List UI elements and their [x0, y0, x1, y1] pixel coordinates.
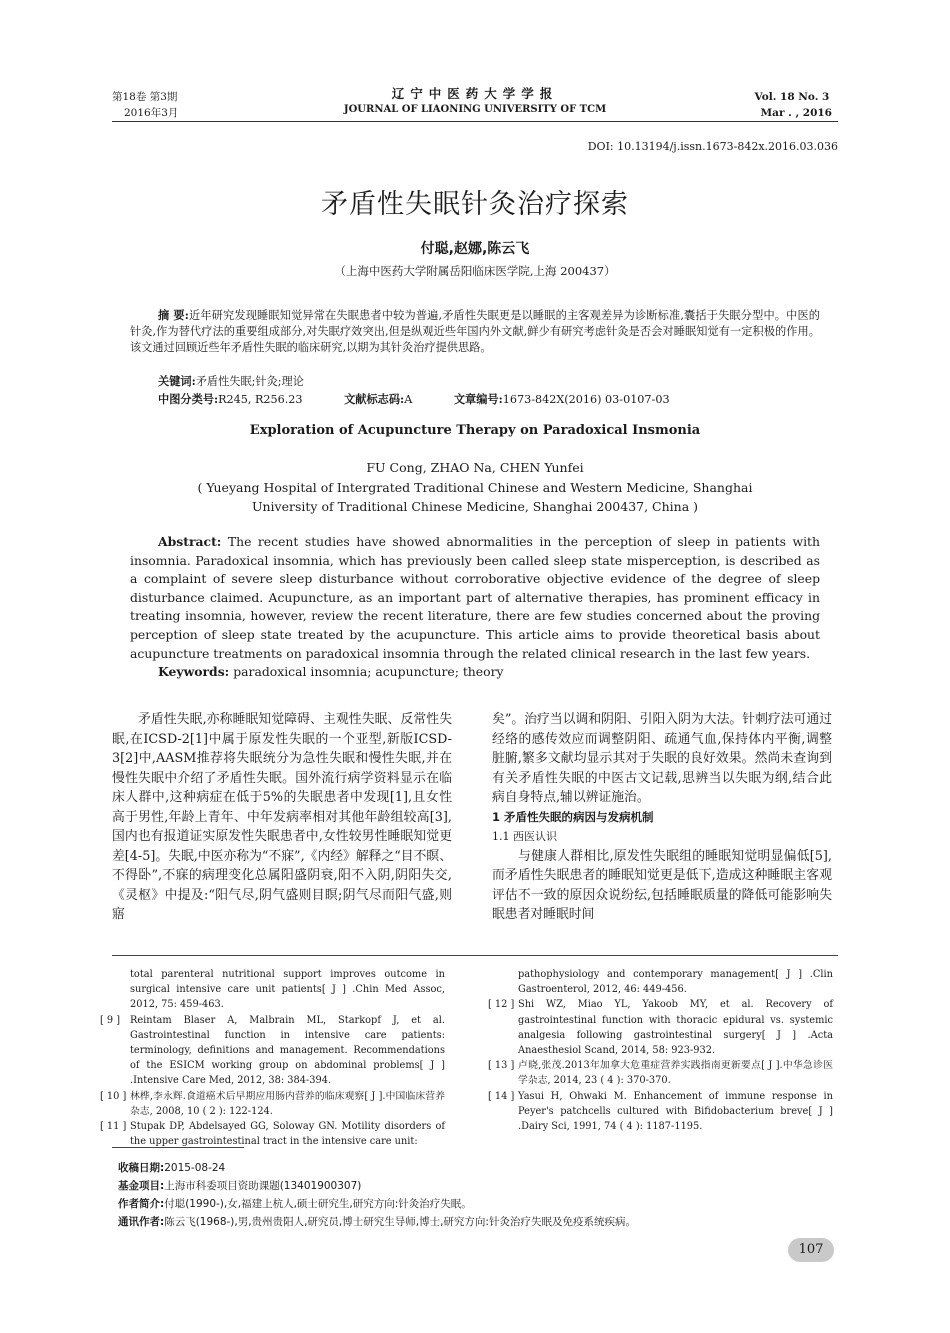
body-column-right [492, 710, 832, 925]
footnote-received: 收稿日期:2015-08-24 [118, 1162, 226, 1174]
keywords-en-text: paradoxical insomnia; acupuncture; theory [229, 664, 504, 679]
references-left [100, 967, 445, 1149]
article-authors-en: FU Cong, ZHAO Na, CHEN Yunfei [366, 460, 584, 475]
article-title: 矛盾性失眠针灸治疗探索 [321, 189, 629, 220]
article-affiliation-en [0, 478, 950, 516]
doc-code-value: A [404, 393, 413, 406]
footnote-rule [112, 1147, 244, 1148]
reference-item: pathophysiology and contemporary management[ J ] .Clin Gastroenterol, 2012, 46: 449-456. [518, 969, 833, 996]
volume-issue-en: Vol. 18 No. 3 [754, 91, 830, 103]
article-number-value: 1673-842X(2016) 03-0107-03 [502, 393, 670, 406]
article-authors: 付聪,赵娜,陈云飞 [420, 241, 530, 257]
issue-date-cn: 2016年3月 [124, 107, 179, 119]
abstract-cn-text: 近年研究发现睡眠知觉异常在失眠患者中较为普遍,矛盾性失眠更是以睡眠的主客观差异为诊断标准,囊括于失眠分型中。中医的针灸,作为替代疗法的重要组成部分,对失眠疗效突出,但是纵观近些年国内外文献,鲜少有研究考虑针灸是否会对睡眠知觉有一定积极的作用。该文通过回顾近些年矛盾性失眠的临床研究,以期为其针灸治疗提供思路。 [130, 309, 820, 355]
body-paragraph: 矣”。治疗当以调和阴阳、引阳入阴为大法。针刺疗法可通过经络的感传效应而调整阴阳、疏通气血,保持体内平衡,调整脏腑,繁多文献均显示其对于失眠的良好效果。然尚未查询到有关矛盾性失眠的中医古文记载,思辨当以失眠为纲,结合此病自身特点,辅以辨证施治。 [492, 712, 832, 805]
article-title-en: Exploration of Acupuncture Therapy on Paradoxical Insmonia [249, 423, 701, 438]
keywords-cn-label: 关键词: [158, 374, 196, 388]
abstract-en-label: Abstract: [158, 534, 222, 549]
body-paragraph: 与健康人群相比,原发性失眠组的睡眠知觉明显偏低[5],而矛盾性失眠患者的睡眠知觉更是低下,造成这种睡眠主客观评估不一致的原因众说纷纭,包括睡眠质量的降低可能影响失眠患者对睡眠时间 [492, 848, 832, 922]
reference-item: [ 14 ] Yasui H, Ohwaki M. Enhancement of immune response in Peyer's patchcells cultured with Bifidobacterium breve[ J ] .Dairy Sci, 1991, 74 ( 4 ): 1187-1195. [488, 1090, 833, 1133]
keywords-en [158, 664, 504, 679]
reference-item: [ 11 ] Stupak DP, Abdelsayed GG, Soloway GN. Motility disorders of the upper gastrointestinal tract in the intensive care unit: [100, 1121, 445, 1148]
doi: DOI: 10.13194/j.issn.1673-842x.2016.03.036 [587, 140, 838, 153]
abstract-cn [130, 307, 820, 357]
reference-item: [ 13 ] 卢晓,张茂.2013年加拿大危重症营养实践指南更新要点[ J ].中华急诊医学杂志, 2014, 23 ( 4 ): 370-370. [488, 1060, 833, 1087]
header-volume-en [755, 89, 832, 121]
header-rule [112, 121, 838, 122]
volume-issue-cn: 第18卷 第3期 [112, 91, 178, 103]
article-number-label: 文章编号: [453, 392, 503, 406]
section-heading-1: 1 矛盾性失眠的病因与发病机制 [492, 809, 654, 824]
affiliation-en-line-2: University of Traditional Chinese Medicine, Shanghai 200437, China ) [251, 499, 699, 514]
keywords-en-label: Keywords: [158, 664, 230, 679]
footnote-author: 作者简介:付聪(1990-),女,福建上杭人,硕士研究生,研究方向:针灸治疗失眠。 [118, 1198, 472, 1210]
abstract-en [130, 533, 820, 663]
section-heading-1-1: 1.1 西医认识 [492, 830, 557, 843]
abstract-cn-label: 摘 要: [158, 308, 189, 322]
issue-date-en: Mar . , 2016 [760, 107, 832, 119]
reference-item: [ 10 ] 林桦,李永辉.食道癌术后早期应用肠内营养的临床观察[ J ].中国临床营养杂志, 2008, 10 ( 2 ): 122-124. [100, 1090, 445, 1117]
body-paragraph: 矛盾性失眠,亦称睡眠知觉障碍、主观性失眠、反常性失眠,在ICSD-2[1]中属于原发性失眠的一个亚型,新版ICSD-3[2]中,AASM推荐将失眠统分为急性失眠和慢性失眠,并在慢性失眠中介绍了矛盾性失眠。国外流行病学资料显示在临床人群中,这种病症在低于5%的失眠患者中发现[1],且女性高于男性,年龄上青年、中年发病率相对其他年龄组较高[3],国内也有报道证实原发性失眠患者中,女性较男性睡眠知觉更差[4-5]。失眠,中医亦称为“不寐”,《内经》解释之“目不瞑、不得卧”,不寐的病理变化总属阳盛阴衰,阳不入阴,阴阳失交,《灵枢》中提及:“阳气尽,阴气盛则目瞑;阴气尽而阳气盛,则寤 [112, 712, 452, 922]
references-right [488, 967, 833, 1134]
keywords-cn-text: 矛盾性失眠;针灸;理论 [195, 375, 304, 388]
affiliation-en-line-1: ( Yueyang Hospital of Intergrated Traditional Chinese and Western Medicine, Shanghai [197, 480, 753, 495]
body-column-left [112, 710, 452, 925]
journal-name-cn: 辽宁中医药大学学报 [391, 86, 559, 101]
clc-label: 中图分类号: [158, 392, 219, 406]
references-rule [112, 955, 838, 956]
footnote-fund: 基金项目:上海市科委项目资助课题(13401900307) [118, 1180, 362, 1192]
reference-item: [ 9 ] Reintam Blaser A, Malbrain ML, Starkopf J, et al. Gastrointestinal function in intensive care patients: terminology, definitions and management. Recommendations of the ESICM working group on abdominal problems[ J ] .Intensive Care Med, 2012, 38: 384-394. [100, 1014, 445, 1087]
keywords-cn [158, 373, 304, 389]
article-affiliation: （上海中医药大学附属岳阳临床医学院,上海 200437） [334, 264, 616, 278]
reference-item: [ 12 ] Shi WZ, Miao YL, Yakoob MY, et al. Recovery of gastrointestinal function with thoracic epidural vs. systemic analgesia following gastrointestinal surgery[ J ] .Acta Anaesthesiol Scand, 2014, 58: 923-932. [488, 999, 833, 1057]
journal-name-en: JOURNAL OF LIAONING UNIVERSITY OF TCM [343, 104, 607, 115]
clc-value: R245, R256.23 [218, 393, 303, 406]
footnote-corresponding: 通讯作者:陈云飞(1968-),男,贵州贵阳人,研究员,博士研究生导师,博士,研究方向:针灸治疗失眠及免疫系统疾病。 [118, 1216, 636, 1228]
doc-code-label: 文献标志码: [344, 392, 405, 406]
page-number-badge: 107 [788, 1238, 834, 1262]
reference-item: total parenteral nutritional support improves outcome in surgical intensive care unit patients[ J ] .Chin Med Assoc, 2012, 75: 459-463. [130, 969, 445, 1011]
classification-line [158, 391, 838, 407]
abstract-en-text: The recent studies have showed abnormalities in the perception of sleep in patients with insomnia. Paradoxical insomnia, which has previously been called sleep state misperception, is described as a complaint of severe sleep disturbance without corroborative objective evidence of the degree of sleep disturbance claimed. Acupuncture, as an important part of alternative therapies, has prominent efficacy in treating insomnia, however, review the recent literature, there are few studies concerned about the proving perception of sleep state treated by the acupuncture. This article aims to provide theoretical basis about acupuncture treatments on paradoxical insomnia through the related clinical research in the last few years. [130, 534, 820, 661]
